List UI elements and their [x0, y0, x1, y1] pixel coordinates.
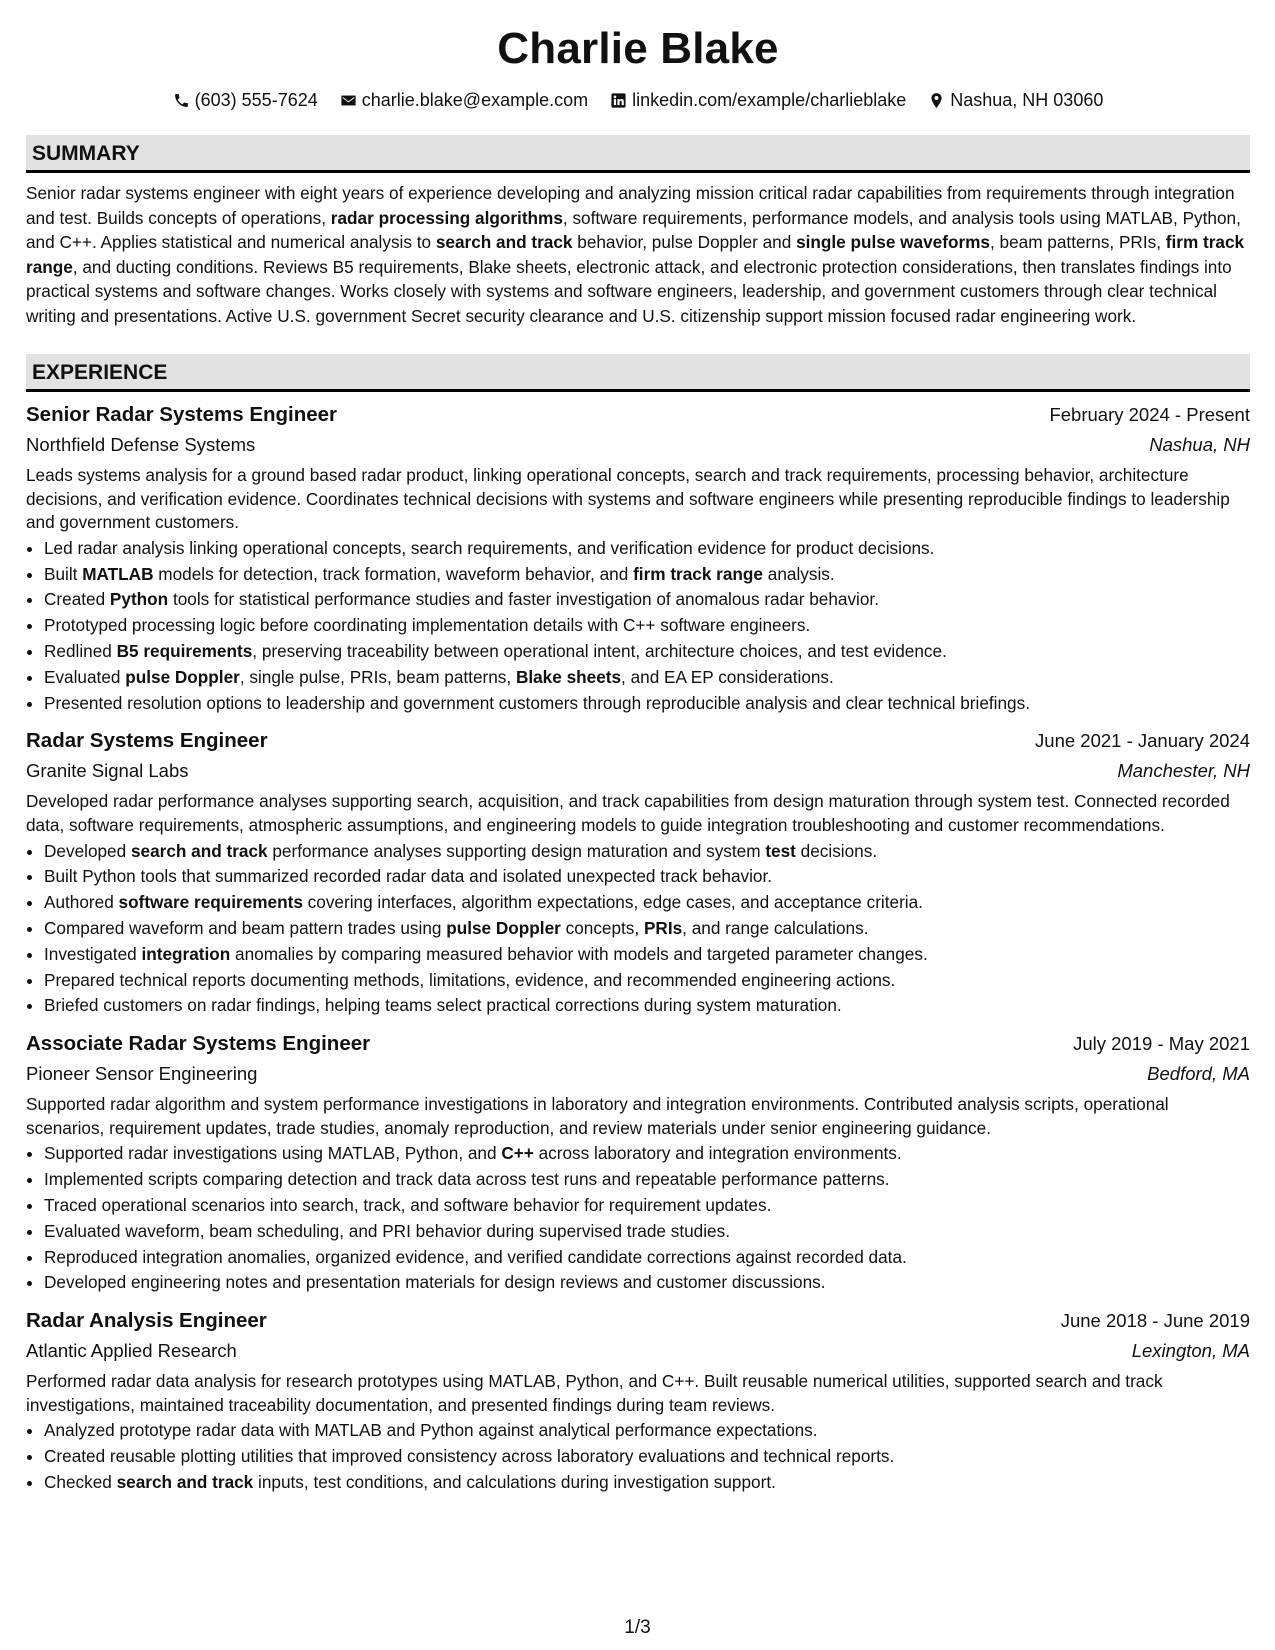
bullet-item: • Developed search and track performance analyses supporting design maturation and system test decisions.: [44, 839, 1250, 865]
contact-linkedin[interactable]: [610, 89, 906, 111]
bullet-item: • Supported radar investigations using MATLAB, Python, and C++ across laboratory and integration environments.: [44, 1141, 1250, 1167]
bullet-item: • Built MATLAB models for detection, track formation, waveform behavior, and firm track range analysis.: [44, 562, 1250, 588]
summary-text: Senior radar systems engineer with eight years of experience developing and analyzing mission critical radar capabilities from requirements through integration and test. Builds concepts of operations, radar processing algorithms, software requirements, performance models, and analysis tools using MATLAB, Python, and C++. Applies statistical and numerical analysis to search and track behavior, pulse Doppler and single pulse waveforms, beam patterns, PRIs, firm track range, and ducting conditions. Reviews B5 requirements, Blake sheets, electronic attack, and electronic protection considerations, then translates findings into practical systems and software changes. Works closely with systems and software engineers, leadership, and government customers through clear technical writing and presentations. Active U.S. government Secret security clearance and U.S. citizenship support mission focused radar engineering work.: [26, 183, 1245, 326]
bullet-item: • Developed engineering notes and presentation materials for design reviews and customer discussions.: [44, 1270, 1250, 1296]
job-location: Bedford, MA: [1147, 1063, 1250, 1085]
job-title-row: [26, 726, 1250, 756]
bullet-item: • Prepared technical reports documenting methods, limitations, evidence, and recommended engineering actions.: [44, 968, 1250, 994]
job-entry: [26, 1029, 1250, 1296]
bullet-item: • Evaluated waveform, beam scheduling, and PRI behavior during supervised trade studies.: [44, 1219, 1250, 1245]
bullet-item: • Prototyped processing logic before coordinating implementation details with C++ software engineers.: [44, 613, 1250, 639]
bullet-item: • Analyzed prototype radar data with MATLAB and Python against analytical performance expectations.: [44, 1418, 1250, 1444]
location-text: Nashua, NH 03060: [950, 90, 1104, 110]
job-dates: February 2024 - Present: [1049, 404, 1250, 425]
email-text[interactable]: charlie.blake@example.com: [361, 90, 589, 110]
candidate-name: Charlie Blake: [497, 24, 779, 73]
job-location: Lexington, MA: [1131, 1340, 1250, 1362]
job-location: Manchester, NH: [1117, 760, 1250, 782]
job-company-row: [26, 430, 1250, 460]
job-title-row: [26, 400, 1250, 430]
linkedin-icon: [610, 92, 627, 109]
job-entry: [26, 400, 1250, 716]
job-description: Performed radar data analysis for research prototypes using MATLAB, Python, and C++. Built reusable numerical utilities, supported search and track investigations, maintained traceability documentation, and presented findings during team reviews.: [26, 1371, 1163, 1415]
job-bullets: [26, 839, 1250, 1020]
job-title: Senior Radar Systems Engineer: [26, 403, 338, 426]
bullet-item: • Investigated integration anomalies by comparing measured behavior with models and targeted parameter changes.: [44, 942, 1250, 968]
bullet-item: • Created Python tools for statistical performance studies and faster investigation of anomalous radar behavior.: [44, 587, 1250, 613]
job-company-row: [26, 756, 1250, 786]
bullet-item: • Implemented scripts comparing detection and track data across test runs and repeatable performance patterns.: [44, 1167, 1250, 1193]
resume-page: [26, 0, 1250, 1496]
job-entry: [26, 726, 1250, 1019]
bullet-item: • Created reusable plotting utilities that improved consistency across laboratory evaluations and technical reports.: [44, 1444, 1250, 1470]
bullet-item: • Authored software requirements covering interfaces, algorithm expectations, edge cases, and acceptance criteria.: [44, 890, 1250, 916]
experience-list: [26, 400, 1250, 1496]
bullet-item: • Evaluated pulse Doppler, single pulse, PRIs, beam patterns, Blake sheets, and EA EP considerations.: [44, 665, 1250, 691]
job-title-row: [26, 1306, 1250, 1336]
job-location: Nashua, NH: [1149, 434, 1250, 455]
job-title: Radar Systems Engineer: [26, 729, 268, 753]
job-entry: [26, 1306, 1250, 1496]
bullet-item: • Led radar analysis linking operational concepts, search requirements, and verification evidence for product decisions.: [44, 536, 1250, 562]
job-description: Developed radar performance analyses supporting search, acquisition, and track capabilities from design maturation through system test. Connected recorded data, software requirements, atmospheric assumptions, and engineering models to guide integration troubleshooting and customer recommendations.: [26, 791, 1230, 835]
bullet-item: • Reproduced integration anomalies, organized evidence, and verified candidate corrections against recorded data.: [44, 1245, 1250, 1271]
job-company: Granite Signal Labs: [26, 760, 189, 782]
phone-icon: [173, 92, 190, 109]
contact-phone: [173, 89, 318, 111]
job-title: Associate Radar Systems Engineer: [26, 1032, 371, 1056]
job-company: Northfield Defense Systems: [26, 434, 256, 455]
page-number: 1/3: [624, 1617, 651, 1638]
contact-location: [928, 89, 1103, 111]
job-company-row: [26, 1059, 1250, 1089]
job-description: Supported radar algorithm and system performance investigations in laboratory and integration environments. Contributed analysis scripts, operational scenarios, requirement updates, trade studies, anomaly reproduction, and review materials under senior engineering guidance.: [26, 1094, 1169, 1138]
bullet-item: • Built Python tools that summarized recorded radar data and isolated unexpected track behavior.: [44, 864, 1250, 890]
contact-email[interactable]: [340, 89, 588, 111]
job-bullets: [26, 1141, 1250, 1296]
job-description: Leads systems analysis for a ground based radar product, linking operational concepts, search and track requirements, processing behavior, architecture decisions, and verification evidence. Coordinates technical decisions with systems and software engineers while presenting reproducible findings to leadership and government customers.: [26, 465, 1230, 533]
bullet-item: • Redlined B5 requirements, preserving traceability between operational intent, architecture choices, and test evidence.: [44, 639, 1250, 665]
bullet-item: • Presented resolution options to leadership and government customers through reproducible analysis and clear technical briefings.: [44, 691, 1250, 717]
experience-header: EXPERIENCE: [26, 354, 1250, 392]
bullet-item: • Checked search and track inputs, test conditions, and calculations during investigation support.: [44, 1470, 1250, 1496]
job-title: Radar Analysis Engineer: [26, 1309, 267, 1333]
job-bullets: [26, 1418, 1250, 1495]
bullet-item: • Briefed customers on radar findings, helping teams select practical corrections during system maturation.: [44, 993, 1250, 1019]
job-title-row: [26, 1029, 1250, 1059]
bullet-item: • Compared waveform and beam pattern trades using pulse Doppler concepts, PRIs, and range calculations.: [44, 916, 1250, 942]
job-company: Atlantic Applied Research: [26, 1340, 237, 1362]
job-dates: July 2019 - May 2021: [1073, 1033, 1250, 1055]
linkedin-text[interactable]: linkedin.com/example/charlieblake: [632, 90, 907, 110]
envelope-icon: [340, 92, 357, 109]
map-marker-icon: [928, 92, 945, 109]
job-bullets: [26, 536, 1250, 717]
job-company: Pioneer Sensor Engineering: [26, 1063, 258, 1085]
job-company-row: [26, 1336, 1250, 1366]
bullet-item: • Traced operational scenarios into search, track, and software behavior for requirement updates.: [44, 1193, 1250, 1219]
phone-text: (603) 555-7624: [194, 90, 318, 110]
job-dates: June 2021 - January 2024: [1035, 730, 1250, 752]
contact-bar: [26, 89, 1250, 111]
summary-header: SUMMARY: [26, 135, 1250, 173]
job-dates: June 2018 - June 2019: [1060, 1310, 1250, 1332]
